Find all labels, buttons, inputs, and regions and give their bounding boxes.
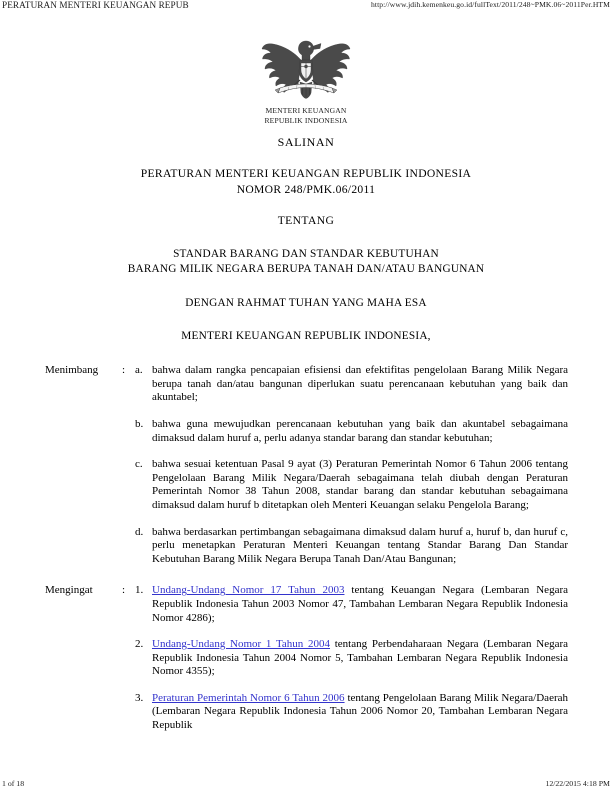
print-header-url: http://www.jdih.kemenkeu.go.id/fullText/2011/248~PMK.06~2011Per.HTM — [370, 0, 610, 9]
considerations-label: Menimbang — [45, 364, 99, 377]
document-subject-line-2: BARANG MILIK NEGARA BERUPA TANAH DAN/ATAU BANGUNAN — [127, 262, 485, 275]
copy-mark: SALINAN — [277, 135, 335, 150]
list-item — [135, 638, 568, 679]
about-label: TENTANG — [277, 214, 335, 228]
considerations-items — [135, 364, 568, 566]
page-number: 1 of 18 — [2, 779, 25, 788]
regulation-link[interactable]: Peraturan Pemerintah Nomor 6 Tahun 2006 — [152, 691, 345, 704]
legal-basis-items — [135, 584, 568, 732]
emblem-caption-line-1: MENTERI KEUANGAN — [265, 106, 347, 115]
document-page — [0, 28, 612, 733]
item-text: bahwa guna mewujudkan perencanaan kebutuhan yang baik dan akuntabel sebagaimana dimaksud dalam huruf a, perlu adanya standar barang dan standar kebutuhan; — [152, 417, 568, 444]
document-subject-line-1: STANDAR BARANG DAN STANDAR KEBUTUHAN — [173, 248, 439, 261]
regulation-link[interactable]: Undang-Undang Nomor 1 Tahun 2004 — [152, 638, 331, 651]
item-marker: d. — [135, 525, 144, 538]
print-timestamp: 12/22/2015 4:18 PM — [545, 779, 610, 788]
item-text: bahwa berdasarkan pertimbangan sebagaimana dimaksud dalam huruf a, huruf b, dan huruf c, perlu menetapkan Peraturan Menteri Keuangan tentang Standar Barang Dan Standar Kebutuhan Barang Milik Negara Berupa Tanah Dan/Atau Bangunan; — [152, 525, 568, 565]
item-marker: b. — [135, 417, 144, 430]
clauses-container — [0, 364, 612, 732]
emblem-caption-line-2: REPUBLIK INDONESIA — [264, 115, 348, 125]
item-text-rest: tentang Pengelolaan Barang Milik Negara/Daerah (Lembaran Negara Republik Indonesia Tahun 2006 Nomor 20, Tambahan Lembaran Negara Republik — [152, 691, 568, 732]
issuing-authority: MENTERI KEUANGAN REPUBLIK INDONESIA, — [181, 330, 431, 343]
document-title — [0, 166, 612, 197]
legal-basis-label: Mengingat — [45, 584, 93, 597]
print-header-title: PERATURAN MENTERI KEUANGAN REPUB — [2, 0, 189, 10]
item-text-rest: tentang Keuangan Negara (Lembaran Negara Republik Indonesia Tahun 2003 Nomor 47, Tambahan Lembaran Negara Republik Indonesia Nomor 4286); — [152, 584, 568, 624]
list-item — [135, 584, 568, 625]
list-item — [135, 526, 568, 567]
document-title-line-2: NOMOR 248/PMK.06/2011 — [236, 182, 376, 196]
item-text: bahwa sesuai ketentuan Pasal 9 ayat (3) Peraturan Pemerintah Nomor 6 Tahun 2006 tentang Pengelolaan Barang Milik Negara/Daerah sebagaimana telah diubah dengan Peraturan Pemerintah Nomor 38 Tahun 2008, standar barang dan standar kebutuhan sebagaimana dimaksud dalam huruf b ditetapkan oleh Menteri Keuangan selaku Pengelola Barang; — [152, 458, 568, 511]
legal-basis-section — [45, 584, 568, 732]
browser-print-footer — [0, 779, 612, 788]
document-subject — [0, 247, 612, 276]
item-text-rest: tentang Perbendaharaan Negara (Lembaran Negara Republik Indonesia Tahun 2004 Nomor 5, Tambahan Lembaran Negara Republik Indonesia Nomor 4355); — [152, 638, 568, 678]
item-marker: 2. — [135, 638, 144, 651]
regulation-link[interactable]: Undang-Undang Nomor 17 Tahun 2003 — [152, 584, 345, 597]
legal-basis-colon: : — [122, 584, 126, 597]
blessing-line: DENGAN RAHMAT TUHAN YANG MAHA ESA — [185, 297, 427, 310]
list-item — [135, 418, 568, 445]
list-item — [135, 458, 568, 512]
document-title-line-1: PERATURAN MENTERI KEUANGAN REPUBLIK INDONESIA — [140, 167, 472, 181]
list-item — [135, 364, 568, 405]
item-text — [152, 692, 568, 733]
item-text: bahwa dalam rangka pencapaian efisiensi dan efektifitas pengelolaan Barang Milik Negara berupa tanah dan/atau bangunan diperlukan suatu perencanaan kebutuhan yang baik dan akuntabel; — [152, 364, 568, 404]
item-marker: 1. — [135, 584, 144, 597]
item-marker: a. — [135, 364, 143, 377]
emblem-caption — [0, 106, 612, 125]
considerations-colon: : — [122, 364, 126, 377]
item-text — [152, 584, 568, 625]
browser-print-header — [0, 0, 612, 16]
item-text — [152, 638, 568, 679]
considerations-section — [45, 364, 568, 566]
list-item — [135, 692, 568, 733]
item-marker: c. — [135, 458, 143, 471]
emblem-block — [0, 34, 612, 125]
item-marker: 3. — [135, 691, 144, 704]
garuda-pancasila-emblem — [258, 34, 354, 104]
